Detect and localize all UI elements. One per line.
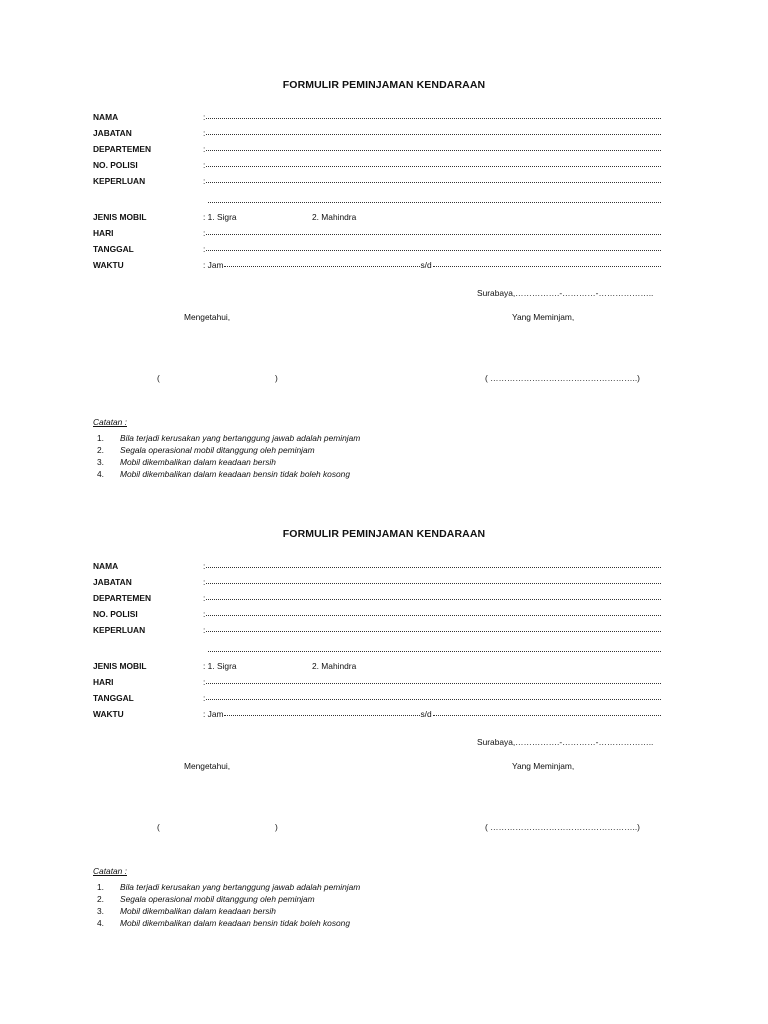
dotted-line (206, 623, 661, 632)
field-waktu (93, 258, 661, 272)
approver-signature-close: ) (275, 373, 278, 383)
field-label: HARI (93, 228, 114, 238)
dotted-line (224, 258, 420, 267)
field-jenis-mobil (93, 659, 661, 673)
place-date[interactable]: Surabaya,…………….-…………-……………….. (477, 737, 654, 747)
field-departemen (93, 591, 661, 605)
field-label: TANGGAL (93, 244, 134, 254)
field-value[interactable]: : Jam s/d (203, 258, 661, 272)
field-hari (93, 226, 661, 240)
vehicle-option-sigra[interactable]: : 1. Sigra (203, 212, 237, 222)
vehicle-option-mahindra[interactable]: 2. Mahindra (312, 661, 357, 671)
field-value[interactable]: : (203, 242, 661, 256)
field-value[interactable]: : (203, 126, 661, 140)
field-keperluan-continued (93, 643, 661, 657)
note-item: 4. Mobil dikembalikan dalam keadaan bensin tidak boleh kosong (97, 469, 350, 479)
field-nama (93, 559, 661, 573)
dotted-line (206, 675, 661, 684)
vehicle-option-mahindra[interactable]: 2. Mahindra (312, 212, 357, 222)
field-label: JENIS MOBIL (93, 661, 147, 671)
field-value[interactable]: : Jam s/d (203, 707, 661, 721)
field-label: JABATAN (93, 577, 132, 587)
note-item: 2. Segala operasional mobil ditanggung oleh peminjam (97, 445, 315, 455)
vehicle-option-sigra[interactable]: : 1. Sigra (203, 661, 237, 671)
field-label: NAMA (93, 112, 119, 122)
field-label: WAKTU (93, 260, 124, 270)
note-item: 2. Segala operasional mobil ditanggung oleh peminjam (97, 894, 315, 904)
note-item: 3. Mobil dikembalikan dalam keadaan bersih (97, 457, 276, 467)
field-value[interactable]: : (203, 142, 661, 156)
field-label: NO. POLISI (93, 609, 138, 619)
field-jabatan (93, 575, 661, 589)
field-value[interactable]: : (203, 575, 661, 589)
dotted-line (206, 559, 661, 568)
form-title: FORMULIR PEMINJAMAN KENDARAAN (282, 528, 486, 540)
field-value[interactable]: : (203, 691, 661, 705)
borrower-signature: ( ……………………………………………..) (485, 373, 640, 383)
borrower-label: Yang Meminjam, (512, 761, 575, 771)
field-keperluan (93, 174, 661, 188)
dotted-line (208, 194, 661, 203)
dotted-line (206, 142, 661, 151)
field-hari (93, 675, 661, 689)
field-value[interactable]: : (203, 110, 661, 124)
dotted-line (206, 575, 661, 584)
note-item: 1. Bila terjadi kerusakan yang bertanggung jawab adalah peminjam (97, 433, 361, 443)
borrower-signature: ( ……………………………………………..) (485, 822, 640, 832)
dotted-line (433, 707, 661, 716)
dotted-line (206, 110, 661, 119)
note-item: 1. Bila terjadi kerusakan yang bertanggung jawab adalah peminjam (97, 882, 361, 892)
dotted-line (206, 242, 661, 251)
field-nama (93, 110, 661, 124)
dotted-line (433, 258, 661, 267)
dotted-line (206, 174, 661, 183)
field-label: JENIS MOBIL (93, 212, 147, 222)
field-no-polisi (93, 607, 661, 621)
loan-form-2 (0, 449, 768, 928)
dotted-line (206, 226, 661, 235)
field-label: WAKTU (93, 709, 124, 719)
field-departemen (93, 142, 661, 156)
field-label: DEPARTEMEN (93, 593, 152, 603)
field-waktu (93, 707, 661, 721)
notes-title: Catatan : (93, 866, 127, 876)
field-keperluan (93, 623, 661, 637)
field-value[interactable]: : (203, 226, 661, 240)
dotted-line (224, 707, 420, 716)
field-value[interactable]: : (203, 559, 661, 573)
field-value[interactable] (208, 194, 661, 204)
field-label: KEPERLUAN (93, 176, 146, 186)
field-keperluan-continued (93, 194, 661, 208)
field-label: NAMA (93, 561, 119, 571)
approver-signature-open: ( (157, 822, 160, 832)
field-label: TANGGAL (93, 693, 134, 703)
field-tanggal (93, 242, 661, 256)
notes-title: Catatan : (93, 417, 127, 427)
approver-signature-close: ) (275, 822, 278, 832)
vehicle-options (203, 659, 661, 673)
field-no-polisi (93, 158, 661, 172)
field-label: HARI (93, 677, 114, 687)
loan-form-1 (0, 0, 768, 479)
vehicle-options (203, 210, 661, 224)
field-label: DEPARTEMEN (93, 144, 152, 154)
field-value[interactable]: : (203, 158, 661, 172)
field-tanggal (93, 691, 661, 705)
place-date[interactable]: Surabaya,…………….-…………-……………….. (477, 288, 654, 298)
field-value[interactable]: : (203, 174, 661, 188)
dotted-line (206, 607, 661, 616)
approver-signature-open: ( (157, 373, 160, 383)
field-value[interactable]: : (203, 591, 661, 605)
note-item: 4. Mobil dikembalikan dalam keadaan bensin tidak boleh kosong (97, 918, 350, 928)
dotted-line (206, 591, 661, 600)
field-label: JABATAN (93, 128, 132, 138)
dotted-line (206, 158, 661, 167)
field-jenis-mobil (93, 210, 661, 224)
field-label: KEPERLUAN (93, 625, 146, 635)
field-jabatan (93, 126, 661, 140)
field-label: NO. POLISI (93, 160, 138, 170)
borrower-label: Yang Meminjam, (512, 312, 575, 322)
form-title: FORMULIR PEMINJAMAN KENDARAAN (282, 79, 486, 91)
approver-label: Mengetahui, (184, 761, 231, 771)
dotted-line (206, 126, 661, 135)
dotted-line (208, 643, 661, 652)
approver-label: Mengetahui, (184, 312, 231, 322)
field-value[interactable]: : (203, 607, 661, 621)
note-item: 3. Mobil dikembalikan dalam keadaan bersih (97, 906, 276, 916)
field-value[interactable] (208, 643, 661, 653)
field-value[interactable]: : (203, 623, 661, 637)
dotted-line (206, 691, 661, 700)
field-value[interactable]: : (203, 675, 661, 689)
